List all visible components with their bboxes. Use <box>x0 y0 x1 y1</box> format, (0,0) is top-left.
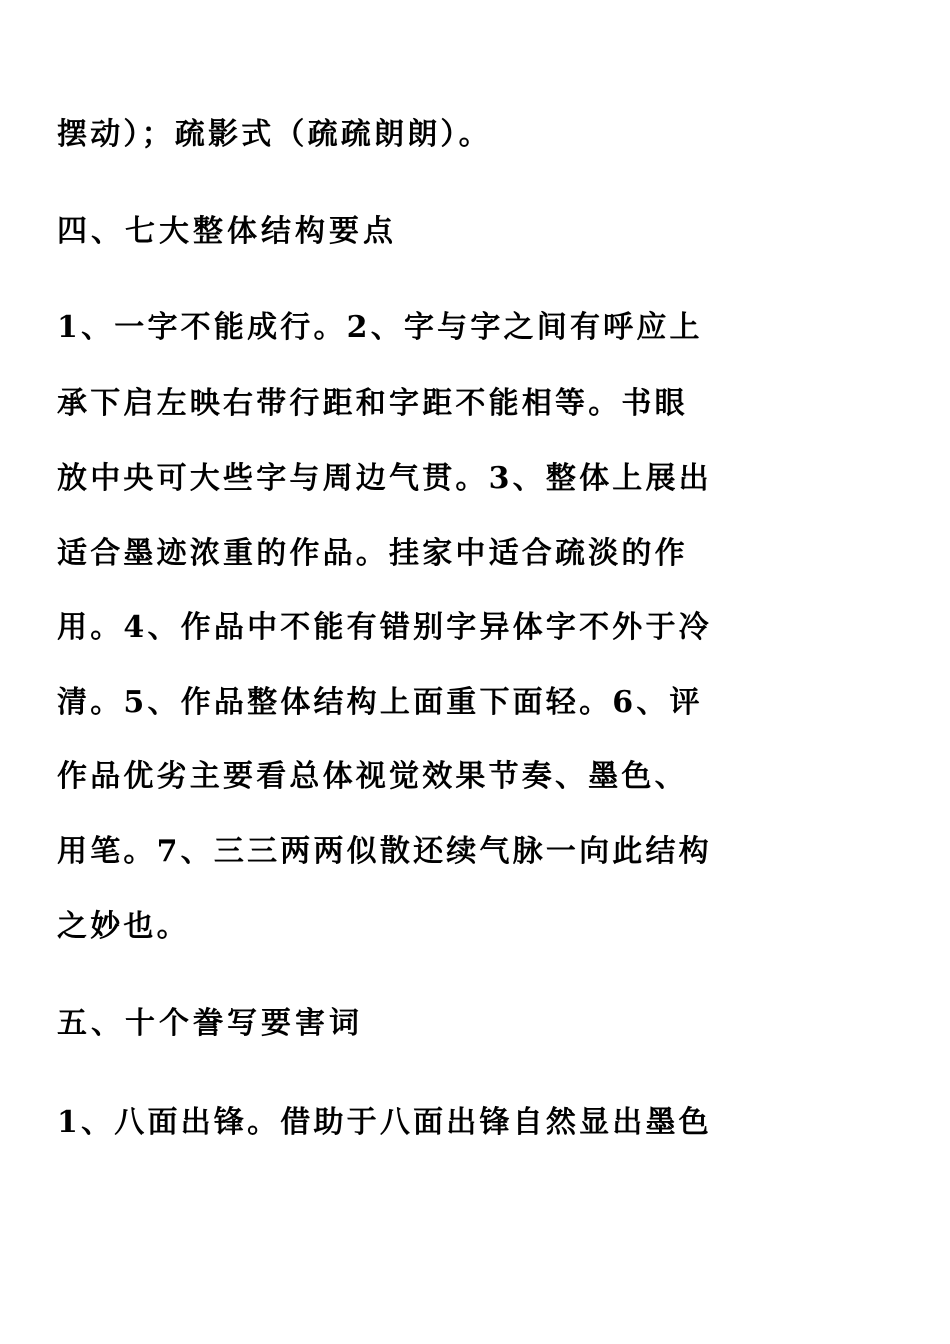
text-line: 1、一字不能成行。2、字与字之间有呼应上 <box>57 310 703 345</box>
text-line: 摆动）；疏影式（疏疏朗朗）。 <box>57 117 492 152</box>
text-line: 放中央可大些字与周边气贯。3、整体上展出 <box>57 461 712 496</box>
section-heading-5: 五、十个誊写要害词 <box>57 1006 363 1041</box>
text-line: 用。4、作品中不能有错别字异体字不外于冷 <box>57 610 712 645</box>
text-line: 之妙也。 <box>57 909 190 944</box>
text-line: 承下启左映右带行距和字距不能相等。书眼 <box>57 386 688 421</box>
text-line: 适合墨迹浓重的作品。挂家中适合疏淡的作 <box>57 536 688 571</box>
text-line: 1、八面出锋。借助于八面出锋自然显出墨色 <box>57 1105 712 1140</box>
section-heading-4: 四、七大整体结构要点 <box>57 214 397 249</box>
text-line: 作品优劣主要看总体视觉效果节奏、墨色、 <box>57 759 688 794</box>
text-line: 清。5、作品整体结构上面重下面轻。6、评 <box>57 685 703 720</box>
text-line: 用笔。7、三三两两似散还续气脉一向此结构 <box>57 834 712 869</box>
